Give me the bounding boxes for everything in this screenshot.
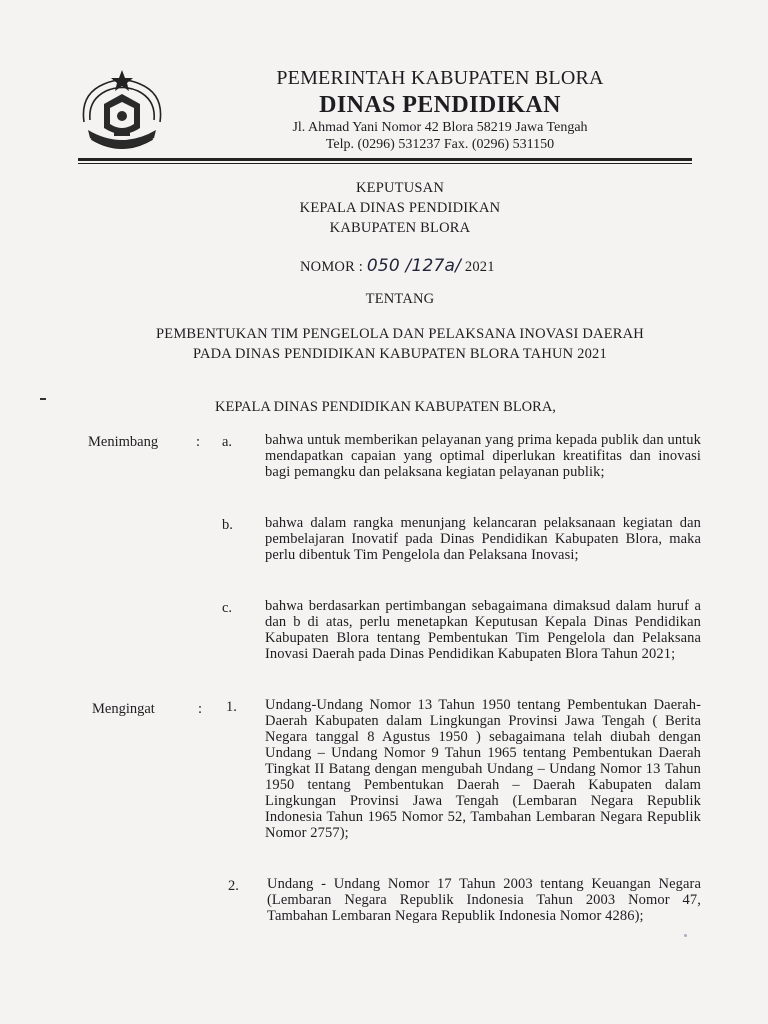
decree-number [300, 256, 540, 276]
mengingat-item-2: Undang - Undang Nomor 17 Tahun 2003 tentang Keuangan Negara (Lembaran Negara Republik Indonesia Tahun 2003 Nomor 47, Tambahan Lembaran Negara Republik Indonesia Nomor 4286); [267, 876, 701, 924]
margin-mark [40, 398, 46, 400]
menimbang-item-a: bahwa untuk memberikan pelayanan yang prima kepada publik dan untuk mendapatkan capaian yang optimal diperlukan kreatifitas dan inovasi bagi pemangku dan pelaksana kegiatan pelayanan publik; [265, 432, 701, 480]
letterhead-telephone: Telp. (0296) 531237 Fax. (0296) 531150 [325, 137, 555, 152]
letterhead-government: PEMERINTAH KABUPATEN BLORA [276, 67, 604, 89]
letterhead-office: DINAS PENDIDIKAN [319, 92, 561, 118]
letterhead-address: Jl. Ahmad Yani Nomor 42 Blora 58219 Jawa Tengah [292, 120, 588, 135]
mengingat-marker-2: 2. [228, 878, 239, 894]
decree-issuer-title: KEPALA DINAS PENDIDIKAN [299, 200, 501, 216]
menimbang-marker-c: c. [222, 600, 233, 616]
menimbang-marker-b: b. [222, 517, 233, 533]
about-heading: TENTANG [365, 291, 435, 307]
number-handwritten: 050 /127a/ [366, 256, 462, 276]
mengingat-item-1: Undang-Undang Nomor 13 Tahun 1950 tentang Pembentukan Daerah-Daerah Kabupaten dalam Lingkungan Provinsi Jawa Tengah ( Berita Negara tanggal 8 Agustus 1950 ) sebagaimana telah diubah dengan Undang – Undang Nomor 9 Tahun 1965 tentang Pembentukan Daerah Tingkat II Batang dengan mengubah Undang – Undang Nomor 13 Tahun 1950 tentang Pembentukan Daerah – Daerah Kabupaten dalam Lingkungan Provinsi Jawa Tengah (Lembaran Negara Republik Indonesia Tahun 1965 Nomor 52, Tambahan Lembaran Negara Republik Nomor 2757); [265, 697, 701, 841]
subject-line-2: PADA DINAS PENDIDIKAN KABUPATEN BLORA TAHUN 2021 [193, 346, 607, 362]
decree-regency: KABUPATEN BLORA [329, 220, 471, 236]
menimbang-item-b: bahwa dalam rangka menunjang kelancaran pelaksanaan kegiatan dan pembelajaran Inovatif pada Dinas Pendidikan Kabupaten Blora, maka perlu dibentuk Tim Pengelola dan Pelaksana Inovasi; [265, 515, 701, 563]
letterhead-rule-thin [78, 163, 692, 164]
number-label: NOMOR : [300, 259, 364, 275]
issuer-line: KEPALA DINAS PENDIDIKAN KABUPATEN BLORA, [215, 399, 556, 415]
decree-title: KEPUTUSAN [356, 180, 444, 196]
mengingat-marker-1: 1. [226, 699, 237, 715]
regency-emblem-logo [74, 64, 170, 160]
mengingat-label: Mengingat [92, 701, 155, 717]
menimbang-colon: : [196, 434, 201, 450]
number-year: 2021 [464, 259, 495, 275]
menimbang-marker-a: a. [222, 434, 233, 450]
paper-speck [684, 934, 687, 937]
menimbang-label: Menimbang [88, 434, 159, 450]
mengingat-colon: : [198, 701, 203, 717]
subject-line-1: PEMBENTUKAN TIM PENGELOLA DAN PELAKSANA INOVASI DAERAH [156, 326, 644, 342]
letterhead-rule-thick [78, 158, 692, 161]
menimbang-item-c: bahwa berdasarkan pertimbangan sebagaimana dimaksud dalam huruf a dan b di atas, perlu menetapkan Keputusan Kepala Dinas Pendidikan Kabupaten Blora tentang Pembentukan Tim Pengelola dan Pelaksana Inovasi Daerah pada Dinas Pendidikan Kabupaten Blora Tahun 2021; [265, 598, 701, 662]
